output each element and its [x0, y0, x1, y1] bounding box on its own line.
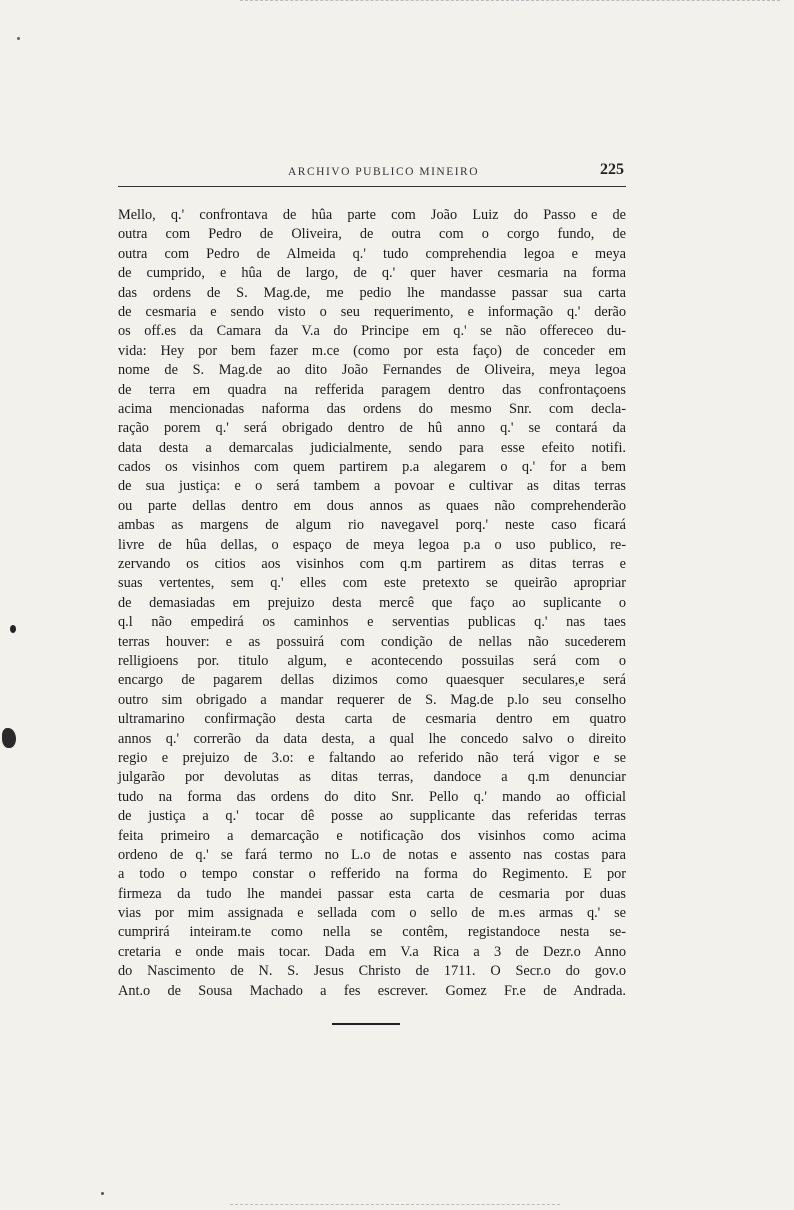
page-header [118, 160, 626, 190]
text-line: cumprirá inteiram.te como nella se contêm, registandoce nesta se- [118, 924, 626, 941]
text-line: data desta a demarcalas judicialmente, sendo para esse efeito notifi. [118, 439, 626, 456]
text-line: Mello, q.' confrontava de hûa parte com João Luiz do Passo e de [118, 207, 626, 223]
margin-ink-mark [10, 625, 16, 633]
text-line: outra com Pedro de Almeida q.' tudo comprehendia legoa e meya [118, 245, 626, 262]
page-number: 225 [600, 161, 624, 178]
text-line: q.l não empedirá os caminhos e serventias publicas q.' nas taes [118, 614, 626, 631]
text-line: encargo de pagarem dellas dizimos como quaesquer seculares,e será [118, 672, 626, 689]
text-line: de sua justiça: e o será tambem a povoar e cultivar as ditas terras [118, 478, 626, 495]
text-line: terras houver: e as possuirá com condição de nellas não sucederem [118, 633, 626, 650]
text-line-signature: Ant.o de Sousa Machado a fes escrever. Gomez Fr.e de Andrada. [118, 982, 626, 999]
scan-speck [101, 1192, 104, 1195]
running-head: ARCHIVO PUBLICO MINEIRO [288, 166, 480, 178]
text-line: julgarão por devolutas as ditas terras, dandoce a q.m denunciar [118, 769, 626, 786]
scan-edge-bottom [230, 1204, 560, 1205]
text-line: ou parte dellas dentro em dous annos as quaes não comprehenderão [118, 497, 626, 514]
text-line: ordeno de q.' se fará termo no L.o de notas e assento nas costas para [118, 846, 626, 863]
text-line: suas vertentes, sem q.' elles com este pretexto se queirão apropriar [118, 575, 626, 592]
text-line: de cesmaria e sendo visto o seu requerimento, e informação q.' derão [118, 303, 626, 320]
text-line: de terra em quadra na refferida paragem dentro das confrontaçoens [118, 381, 626, 398]
text-line: acima mencionadas naforma das ordens do mesmo Snr. com decla- [118, 400, 626, 417]
scan-edge-top [240, 0, 780, 1]
text-line: ultramarino confirmação desta carta de cesmaria dentro em quatro [118, 711, 626, 728]
text-line: relligioens por. titulo algum, e acontecendo possuilas será com o [118, 652, 626, 669]
scan-speck [17, 37, 20, 40]
text-line: tudo na forma das ordens do dito Snr. Pello q.' mando ao official [118, 788, 626, 805]
text-line: cretaria e onde mais tocar. Dada em V.a Rica a 3 de Dezr.o Anno [118, 943, 626, 960]
text-line: de demasiadas em prejuizo desta mercê que faço ao suplicante o [118, 594, 626, 611]
margin-ink-blot [2, 728, 16, 748]
text-line: firmeza da tudo lhe mandei passar esta carta de cesmaria por duas [118, 885, 626, 902]
text-line: regio e prejuizo de 3.o: e faltando ao referido não terá vigor e se [118, 749, 626, 766]
text-line: a todo o tempo constar o refferido na forma do Regimento. E por [118, 866, 626, 883]
text-line: cados os visinhos com quem partirem p.a alegarem o q.' for a bem [118, 459, 626, 476]
text-line: ração porem q.' será obrigado dentro de hû anno q.' se contará da [118, 420, 626, 437]
text-line: das ordens de S. Mag.de, me pedio lhe mandasse passar sua carta [118, 284, 626, 301]
text-line: os off.es da Camara da V.a do Principe em q.' se não offereceo du- [118, 323, 626, 340]
end-rule [332, 1023, 400, 1025]
text-line: annos q.' correrão da data desta, a qual lhe concedo salvo o direito [118, 730, 626, 747]
text-line: nome de S. Mag.de ao dito João Fernandes de Oliveira, meya legoa [118, 362, 626, 379]
text-line: ambas as margens de algum rio navegavel porq.' neste caso ficará [118, 517, 626, 534]
text-line: de justiça a q.' tocar dê posse ao supplicante das referidas terras [118, 808, 626, 825]
header-rule [118, 186, 626, 187]
text-line: zervando os citios aos visinhos com q.m partirem as ditas terras e [118, 556, 626, 573]
text-line: de cumprido, e hûa de largo, de q.' quer haver cesmaria na forma [118, 265, 626, 282]
text-line: feita primeiro a demarcação e notificação dos visinhos como acima [118, 827, 626, 844]
text-line: outro sim obrigado a mandar requerer de S. Mag.de p.lo seu conselho [118, 691, 626, 708]
text-line: do Nascimento de N. S. Jesus Christo de 1711. O Secr.o do gov.o [118, 963, 626, 980]
text-line: vida: Hey por bem fazer m.ce (como por esta faço) de conceder em [118, 342, 626, 359]
text-line: livre de hûa dellas, o espaço de meya legoa p.a o uso publico, re- [118, 536, 626, 553]
text-line: outra com Pedro de Oliveira, de outra com o corgo fundo, de [118, 226, 626, 243]
text-line: vias por mim assignada e sellada com o sello de m.es armas q.' se [118, 905, 626, 922]
body-text [118, 206, 626, 1001]
